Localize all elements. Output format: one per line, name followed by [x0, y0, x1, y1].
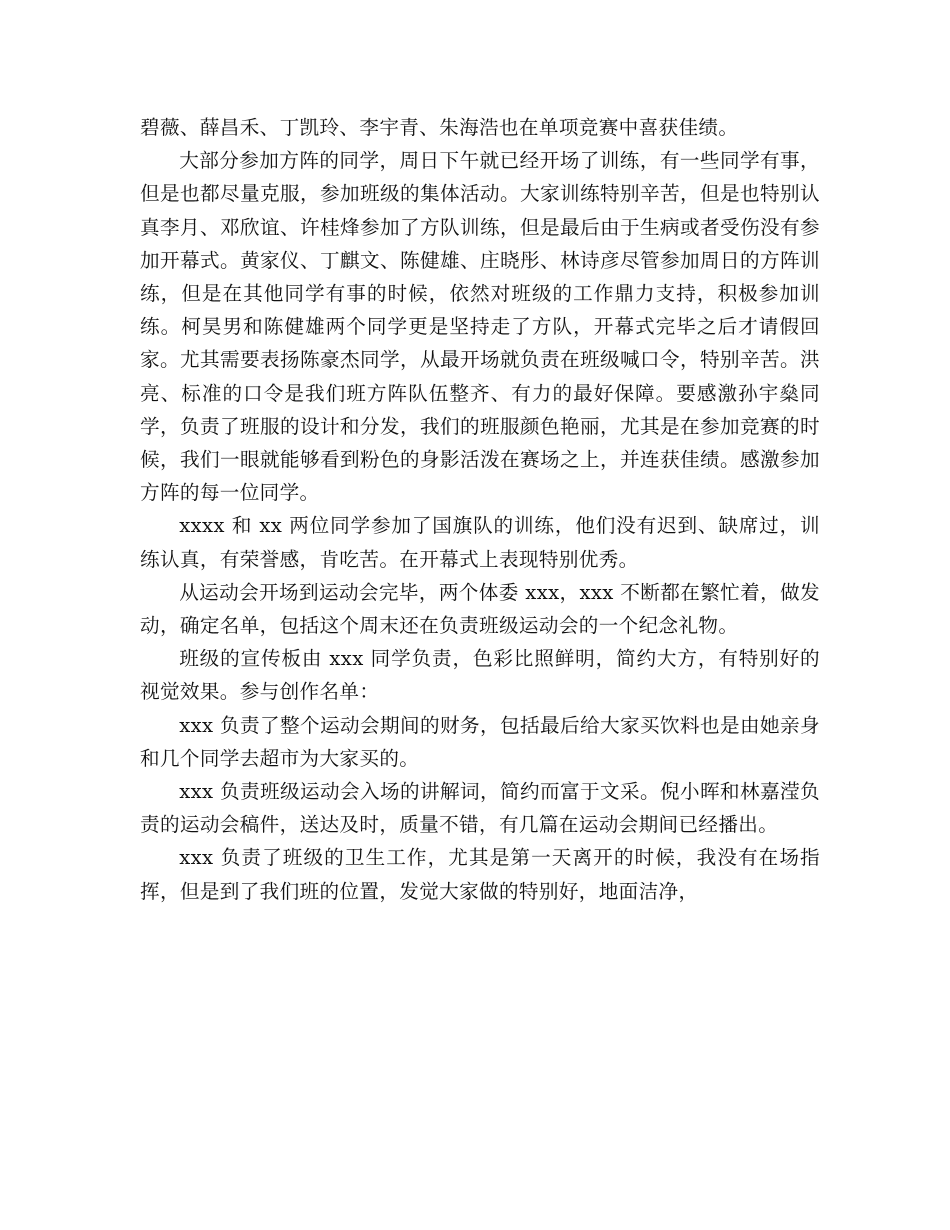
paragraph-hygiene: xxx 负责了班级的卫生工作，尤其是第一天离开的时候，我没有在场指挥，但是到了我们班的位置，发觉大家做的特别好，地面洁净， — [140, 846, 820, 903]
paragraph-finance: xxx 负责了整个运动会期间的财务，包括最后给大家买饮料也是由她亲身和几个同学去超市为大家买的。 — [140, 713, 820, 770]
paragraph-continued: 碧薇、薛昌禾、丁凯玲、李宇青、朱海浩也在单项竞赛中喜获佳绩。 — [140, 116, 739, 139]
paragraph-publicity-board: 班级的宣传板由 xxx 同学负责，色彩比照鲜明，简约大方，有特别好的视觉效果。参与创作名单： — [140, 647, 820, 704]
paragraph-sports-committee: 从运动会开场到运动会完毕，两个体委 xxx，xxx 不断都在繁忙着，做发动，确定名单，包括这个周末还在负责班级运动会的一个纪念礼物。 — [140, 580, 820, 638]
paragraph-flag-team: xxxx 和 xx 两位同学参加了国旗队的训练，他们没有迟到、缺席过，训练认真，有荣誉感，肯吃苦。在开幕式上表现特别优秀。 — [140, 514, 820, 571]
paragraph-commentary: xxx 负责班级运动会入场的讲解词，简约而富于文采。倪小晖和林嘉滢负责的运动会稿件，送达及时，质量不错，有几篇在运动会期间已经播出。 — [140, 780, 820, 837]
document-body — [140, 111, 820, 908]
paragraph-phalanx-training: 大部分参加方阵的同学，周日下午就已经开场了训练，有一些同学有事，但是也都尽量克服，参加班级的集体活动。大家训练特别辛苦，但是也特别认真李月、邓欣谊、许桂烽参加了方队训练，但是最后由于生病或者受伤没有参加开幕式。黄家仪、丁麒文、陈健雄、庄晓彤、林诗彦尽管参加周日的方阵训练，但是在其他同学有事的时候，依然对班级的工作鼎力支持，积极参加训练。柯昊男和陈健雄两个同学更是坚持走了方队，开幕式完毕之后才请假回家。尤其需要表扬陈豪杰同学，从最开场就负责在班级喊口令，特别辛苦。洪亮、标准的口令是我们班方阵队伍整齐、有力的最好保障。要感激孙宇燊同学，负责了班服的设计和分发，我们的班服颜色艳丽，尤其是在参加竞赛的时候，我们一眼就能够看到粉色的身影活泼在赛场之上，并连获佳绩。感激参加方阵的每一位同学。 — [140, 149, 820, 505]
